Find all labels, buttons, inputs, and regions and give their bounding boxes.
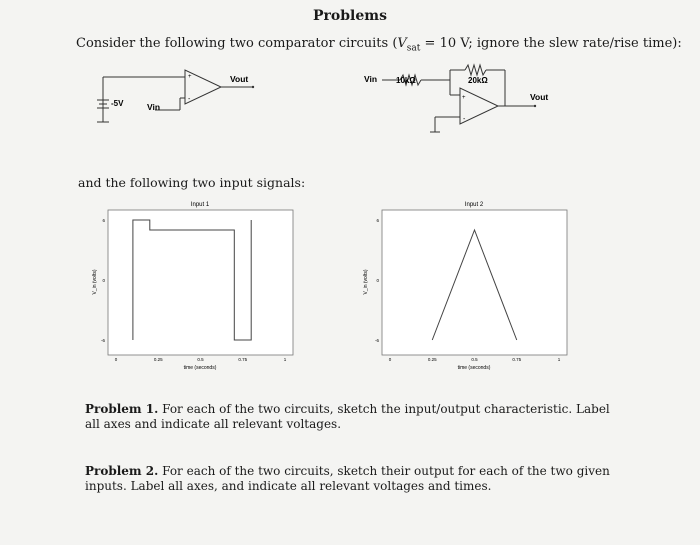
chart-2-xtick: 0.5 [471,357,478,362]
op-amp-2 [460,88,498,124]
vsat-subscript: sat [406,43,421,54]
vout-node-2 [534,105,536,107]
vin-label-1: Vin [147,102,161,112]
problem-1-text: For each of the two circuits, sketch the input/output characteristic. Label all axes and indicate all relevant voltages. [85,402,610,431]
chart-1-ytick: 0 [102,278,105,283]
signals-intro-text: and the following two input signals: [78,175,306,190]
chart-2-xtick: 0.75 [512,357,522,362]
chart-2-xtick: 1 [557,357,561,362]
vsat-symbol: V [397,36,407,51]
problem-2 [85,464,615,494]
chart-1-xlabel: time (seconds) [183,365,217,371]
minus-sign-2: - [463,116,466,123]
r2-label: 20kΩ [468,76,488,85]
vout-label-1: Vout [230,74,249,84]
problem-2-label: Problem 2. [85,464,159,478]
resistor-20k [465,65,486,75]
comparator-circuit-2 [360,60,580,140]
minus-sign-1: - [188,96,191,103]
plus-sign-2: + [462,95,466,101]
chart-2-ytick: -6 [374,338,379,343]
chart-2-ylabel: V_in (volts) [363,269,369,295]
chart-1-xtick: 0.25 [153,357,163,362]
chart-1-ylabel: V_in (volts) [92,269,98,295]
vout-label-2: Vout [530,92,549,102]
chart-1-xtick: 0.75 [238,357,248,362]
problem-2-text: For each of the two circuits, sketch their output for each of the two given inputs. Label all axes, and indicate all relevant voltages and times. [85,464,610,493]
chart-2-frame [382,210,567,355]
chart-1-xtick: 0.5 [197,357,204,362]
chart-1-ytick: 6 [102,218,105,223]
vin-label-2: Vin [364,74,378,84]
chart-1-title: Input 1 [190,202,210,208]
vout-node-1 [252,86,254,88]
problem-1-label: Problem 1. [85,402,159,416]
intro-text [76,36,682,54]
comparator-circuit-1 [85,62,275,137]
chart-2-xlabel: time (seconds) [457,365,491,371]
source-label: -5V [111,99,124,108]
chart-1-ytick: -6 [100,338,105,343]
plus-sign-1: + [188,74,192,80]
intro-before: Consider the following two comparator circuits ( [76,36,398,51]
chart-2-xtick: 0 [388,357,392,362]
page-title: Problems [313,8,387,24]
chart-2-title: Input 2 [464,202,484,208]
r1-label: 10kΩ [396,76,416,85]
input-2-chart [357,198,582,378]
problem-1 [85,402,615,432]
input-1-chart [88,198,303,378]
chart-1-xtick: 1 [283,357,287,362]
chart-2-ytick: 0 [376,278,379,283]
chart-1-xtick: 0 [114,357,118,362]
chart-2-xtick: 0.25 [427,357,437,362]
chart-2-ytick: 6 [376,218,379,223]
intro-after: = 10 V; ignore the slew rate/rise time): [420,36,682,51]
chart-1-frame [108,210,293,355]
